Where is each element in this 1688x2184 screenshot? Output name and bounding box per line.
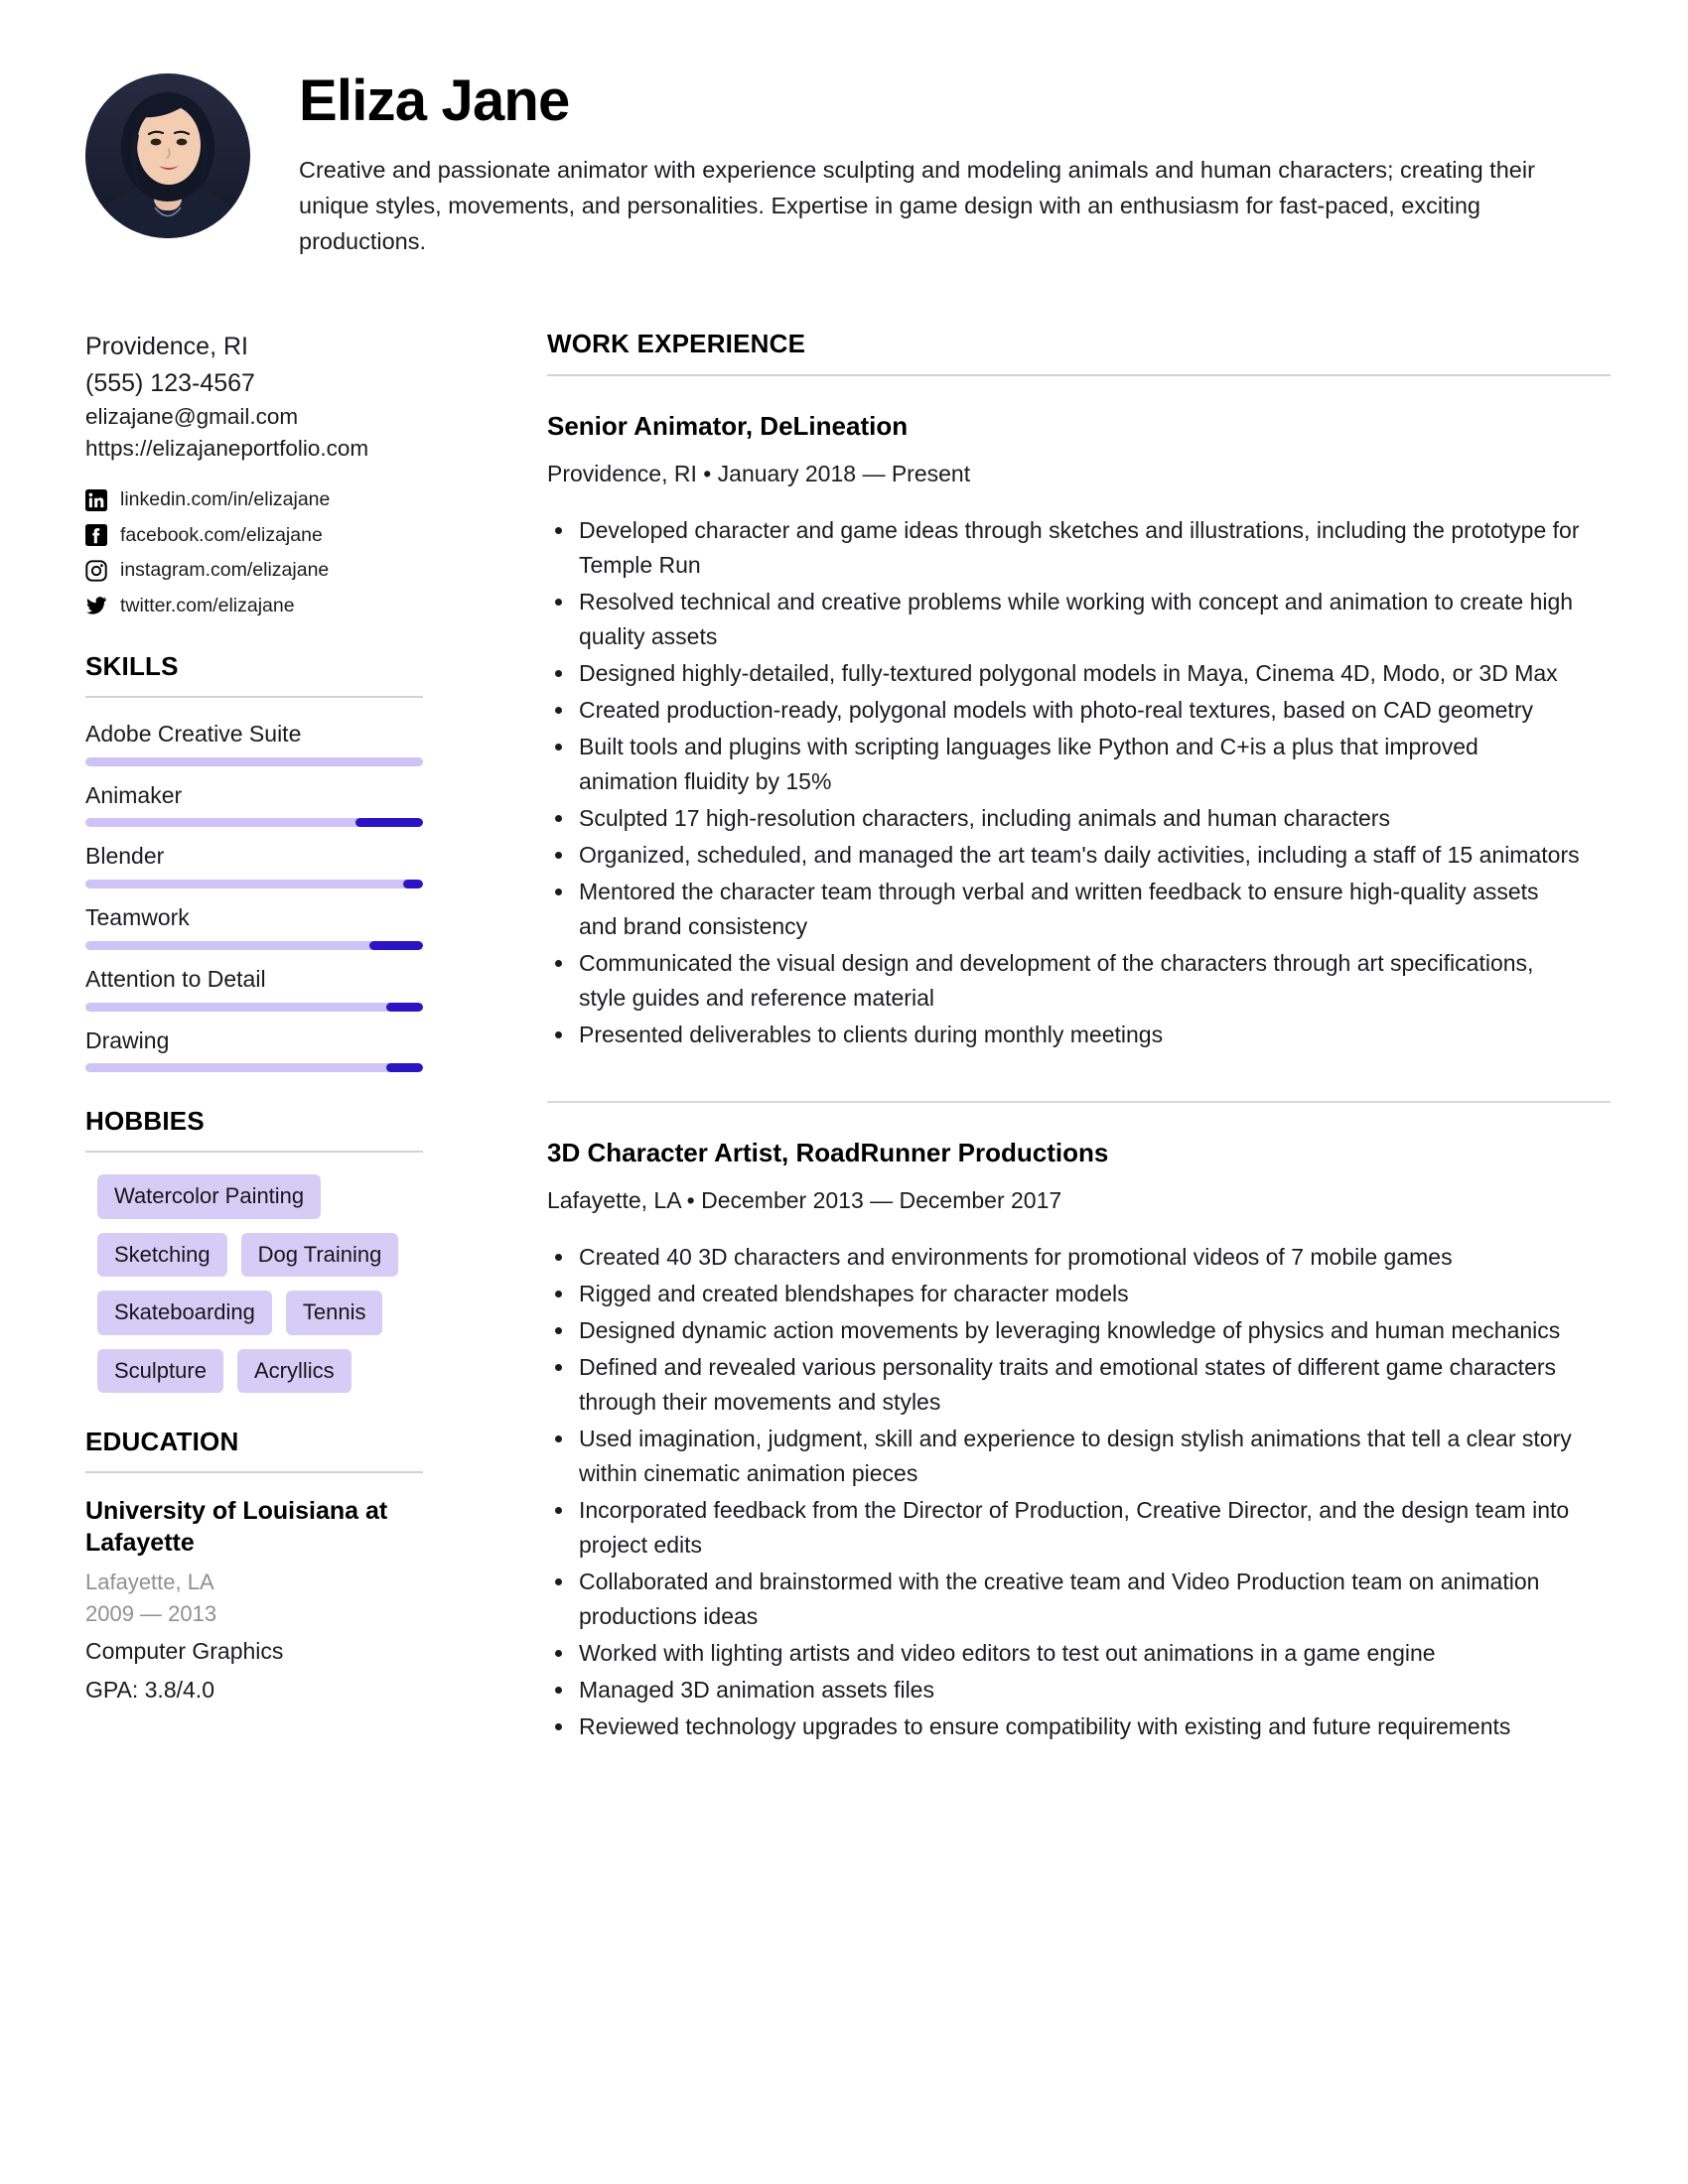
avatar: [85, 73, 250, 238]
skill-progress-bar: [85, 880, 423, 888]
contact-phone[interactable]: (555) 123-4567: [85, 368, 255, 397]
hobby-tag: Sketching: [97, 1233, 227, 1278]
work-experience-heading: WORK EXPERIENCE: [547, 329, 806, 359]
skills-section: [85, 651, 423, 1073]
job-bullet: Used imagination, judgment, skill and experience to design stylish animations that tell a clear story within cinematic animation pieces: [547, 1422, 1580, 1491]
job-bullet: Designed dynamic action movements by leveraging knowledge of physics and human mechanics: [547, 1313, 1580, 1348]
education-location: Lafayette, LA: [85, 1570, 214, 1595]
skill-progress-bar: [85, 757, 423, 766]
avatar-container: [85, 66, 256, 238]
social-link-label: twitter.com/elizajane: [120, 594, 295, 616]
header-text: [256, 66, 1611, 259]
hobbies-heading: HOBBIES: [85, 1106, 205, 1137]
social-link-instagram[interactable]: [85, 559, 423, 582]
education-heading: EDUCATION: [85, 1427, 239, 1457]
education-school: University of Louisiana at Lafayette: [85, 1497, 388, 1558]
professional-summary: Creative and passionate animator with experience sculpting and modeling animals and human characters; creating their unique styles, movements, and personalities. Expertise in game design with an enthusiasm for fast-paced, exciting productions.: [299, 157, 1535, 254]
skill-label: Adobe Creative Suite: [85, 720, 302, 747]
skills-divider: [85, 696, 423, 698]
job-bullet: Managed 3D animation assets files: [547, 1673, 1580, 1707]
job-bullet: Worked with lighting artists and video editors to test out animations in a game engine: [547, 1636, 1580, 1671]
education-divider: [85, 1471, 423, 1473]
job-bullet: Created 40 3D characters and environments for promotional videos of 7 mobile games: [547, 1240, 1580, 1275]
job-bullet: Created production-ready, polygonal models with photo-real textures, based on CAD geometry: [547, 693, 1580, 728]
skill-progress-fill: [369, 941, 423, 950]
skill-label: Blender: [85, 843, 165, 870]
job-meta: Providence, RI • January 2018 — Present: [547, 461, 971, 487]
social-links: [85, 488, 423, 617]
job-bullet: Resolved technical and creative problems while working with concept and animation to create high quality assets: [547, 585, 1580, 654]
main-content: [435, 329, 1611, 1745]
education-dates: 2009 — 2013: [85, 1600, 217, 1626]
education-gpa: GPA: 3.8/4.0: [85, 1676, 214, 1703]
sidebar: [85, 329, 435, 1706]
job-title: Senior Animator, DeLineation: [547, 411, 909, 442]
skill-item: [85, 720, 423, 766]
job-bullet: Built tools and plugins with scripting languages like Python and C+is a plus that improved animation fluidity by 15%: [547, 730, 1580, 799]
skill-progress-bar: [85, 818, 423, 827]
education-degree: Computer Graphics: [85, 1637, 284, 1664]
skill-progress-fill: [386, 1003, 423, 1012]
hobbies-tag-list: [85, 1174, 423, 1393]
skill-item: [85, 842, 423, 888]
hobby-tag: Sculpture: [97, 1349, 223, 1394]
education-section: [85, 1427, 423, 1706]
linkedin-icon: [85, 489, 107, 511]
skill-item: [85, 903, 423, 950]
skill-progress-fill: [355, 818, 423, 827]
contact-website[interactable]: https://elizajaneportfolio.com: [85, 436, 369, 462]
job-bullet-list: [547, 513, 1611, 1051]
job-bullet: Collaborated and brainstormed with the creative team and Video Production team on animation productions ideas: [547, 1565, 1580, 1634]
job-meta: Lafayette, LA • December 2013 — December 2017: [547, 1187, 1062, 1214]
page-title: Eliza Jane: [299, 68, 570, 133]
social-link-facebook[interactable]: [85, 524, 423, 547]
skill-progress-fill: [386, 1063, 423, 1072]
job-bullet: Defined and revealed various personality traits and emotional states of different game characters through their movements and styles: [547, 1350, 1580, 1420]
skill-progress-bar: [85, 1063, 423, 1072]
skill-label: Animaker: [85, 781, 183, 808]
resume-body: [85, 329, 1611, 1745]
job-bullet: Communicated the visual design and development of the characters through art specifications, style guides and reference material: [547, 946, 1580, 1016]
job-bullet: Organized, scheduled, and managed the art team's daily activities, including a staff of 15 animators: [547, 838, 1580, 873]
social-link-twitter[interactable]: [85, 595, 423, 617]
hobby-tag: Tennis: [286, 1291, 383, 1335]
social-link-label: linkedin.com/in/elizajane: [120, 488, 331, 511]
hobbies-divider: [85, 1151, 423, 1153]
skills-heading: SKILLS: [85, 650, 179, 681]
job-bullet: Reviewed technology upgrades to ensure compatibility with existing and future requirements: [547, 1709, 1580, 1744]
hobbies-section: [85, 1106, 423, 1393]
job-bullet: Rigged and created blendshapes for character models: [547, 1277, 1580, 1311]
job-bullet: Designed highly-detailed, fully-textured polygonal models in Maya, Cinema 4D, Modo, or 3D Max: [547, 656, 1580, 691]
contact-block: [85, 329, 423, 616]
social-link-label: facebook.com/elizajane: [120, 523, 323, 546]
skill-item: [85, 965, 423, 1012]
hobby-tag: Acryllics: [237, 1349, 352, 1394]
social-link-linkedin[interactable]: [85, 488, 423, 511]
job-bullet: Incorporated feedback from the Director of Production, Creative Director, and the design team into project edits: [547, 1493, 1580, 1563]
contact-email[interactable]: elizajane@gmail.com: [85, 404, 299, 430]
job-bullet-list: [547, 1240, 1611, 1743]
skill-progress-fill: [403, 880, 423, 888]
skill-label: Drawing: [85, 1026, 170, 1053]
job-bullet: Mentored the character team through verbal and written feedback to ensure high-quality assets and brand consistency: [547, 875, 1580, 944]
skill-label: Attention to Detail: [85, 965, 266, 992]
job-title: 3D Character Artist, RoadRunner Productions: [547, 1138, 1109, 1168]
resume-header: [85, 66, 1611, 259]
skill-progress-bar: [85, 941, 423, 950]
job-entry: [547, 376, 1611, 1103]
skill-item: [85, 1026, 423, 1073]
facebook-icon: [85, 524, 107, 546]
hobby-tag: Skateboarding: [97, 1291, 272, 1335]
twitter-icon: [85, 595, 107, 616]
job-bullet: Developed character and game ideas through sketches and illustrations, including the prototype for Temple Run: [547, 513, 1580, 583]
skill-progress-bar: [85, 1003, 423, 1012]
contact-location: Providence, RI: [85, 333, 248, 361]
job-bullet: Presented deliverables to clients during monthly meetings: [547, 1018, 1580, 1052]
social-link-label: instagram.com/elizajane: [120, 559, 330, 582]
profile-photo-illustration: [85, 73, 250, 238]
skill-item: [85, 781, 423, 828]
hobby-tag: Watercolor Painting: [97, 1174, 321, 1219]
instagram-icon: [85, 560, 107, 582]
skill-label: Teamwork: [85, 904, 190, 931]
job-entry: [547, 1103, 1611, 1743]
hobby-tag: Dog Training: [241, 1233, 399, 1278]
job-bullet: Sculpted 17 high-resolution characters, including animals and human characters: [547, 801, 1580, 836]
